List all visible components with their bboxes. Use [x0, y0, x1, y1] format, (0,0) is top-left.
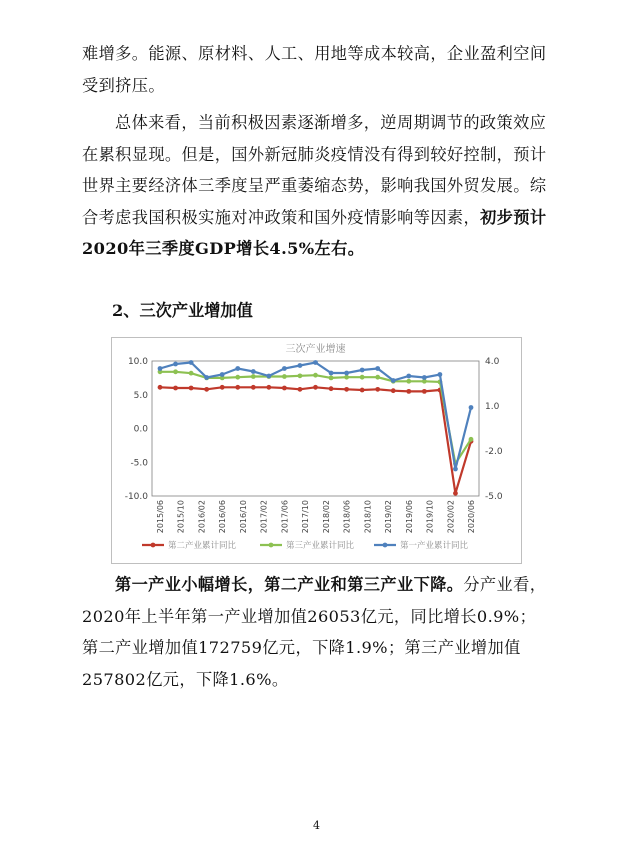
- data-point: [329, 371, 334, 376]
- data-point: [344, 387, 349, 392]
- data-point: [313, 373, 318, 378]
- x-tick-label: 2019/10: [425, 500, 435, 534]
- paragraph-cost-pressure: [82, 38, 552, 101]
- legend-label: 第二产业累计同比: [168, 541, 237, 551]
- data-point: [344, 375, 349, 380]
- data-point: [189, 360, 194, 365]
- data-point: [360, 375, 365, 380]
- data-point: [235, 385, 240, 390]
- x-tick-label: 2020/06: [467, 500, 476, 534]
- legend-label: 第三产业累计同比: [286, 541, 355, 551]
- right-tick-label: 1.0: [485, 402, 500, 412]
- data-point: [204, 387, 209, 392]
- data-point: [158, 385, 163, 390]
- x-tick-label: 2019/06: [404, 500, 414, 534]
- data-point: [158, 366, 163, 371]
- data-point: [251, 385, 256, 390]
- gdp-forecast-bold: 初步预计2020年三季度GDP增长4.5%左右。: [82, 207, 547, 258]
- right-tick-label: -5.0: [485, 492, 503, 502]
- data-point: [438, 372, 443, 377]
- data-point: [282, 386, 287, 391]
- data-point: [266, 374, 271, 379]
- paragraph-text: 难增多。能源、原材料、人工、用地等成本较高，企业盈利空间受到挤压。: [82, 44, 547, 95]
- data-point: [406, 389, 411, 394]
- data-point: [360, 368, 365, 373]
- left-tick-label: 0.0: [133, 424, 148, 435]
- data-point: [329, 386, 334, 391]
- left-tick-label: 10.0: [127, 357, 148, 367]
- right-tick-label: 4.0: [485, 357, 500, 367]
- industries-summary-bold: 第一产业小幅增长，第二产业和第三产业下降。: [115, 575, 464, 594]
- x-tick-label: 2016/06: [218, 500, 228, 534]
- left-tick-label: -10.0: [124, 492, 148, 502]
- data-point: [266, 385, 271, 390]
- data-point: [406, 374, 411, 379]
- industry-growth-chart: [112, 338, 521, 563]
- page-number: 4: [313, 819, 320, 832]
- x-tick-label: 2017/02: [259, 500, 269, 534]
- data-point: [298, 373, 303, 378]
- data-point: [422, 389, 427, 394]
- x-tick-label: 2019/02: [384, 500, 394, 534]
- data-point: [453, 491, 458, 496]
- legend-marker: [151, 543, 156, 548]
- paragraph-outlook: [82, 107, 552, 265]
- data-point: [406, 379, 411, 384]
- data-point: [189, 371, 194, 376]
- data-point: [298, 363, 303, 368]
- data-point: [220, 372, 225, 377]
- x-tick-label: 2017/06: [280, 500, 290, 534]
- x-tick-label: 2018/02: [321, 500, 331, 534]
- data-point: [344, 371, 349, 376]
- data-point: [313, 385, 318, 390]
- data-point: [204, 375, 209, 380]
- data-point: [173, 386, 178, 391]
- data-point: [329, 375, 334, 380]
- data-point: [391, 378, 396, 383]
- data-point: [189, 386, 194, 391]
- chart-frame: [111, 337, 522, 564]
- data-point: [251, 369, 256, 374]
- series-line: [160, 387, 471, 493]
- paragraph-text: 分产业看，2020年上半年第一产业增加值26053亿元，同比增长0.9%；第二产业增加值172759亿元，下降1.9%；第三产业增加值257802亿元，下降1.6%。: [82, 575, 547, 689]
- data-point: [360, 388, 365, 393]
- x-tick-label: 2017/10: [301, 500, 311, 534]
- data-point: [173, 369, 178, 374]
- x-tick-label: 2016/10: [238, 500, 248, 534]
- data-point: [282, 366, 287, 371]
- x-tick-label: 2015/10: [176, 500, 186, 534]
- data-point: [251, 374, 256, 379]
- x-tick-label: 2018/06: [342, 500, 352, 534]
- data-point: [422, 375, 427, 380]
- data-point: [375, 387, 380, 392]
- right-tick-label: -2.0: [485, 447, 503, 457]
- data-point: [469, 437, 474, 442]
- data-point: [235, 366, 240, 371]
- x-tick-label: 2018/10: [363, 500, 373, 534]
- data-point: [282, 374, 287, 379]
- paragraph-industries: [82, 569, 552, 695]
- paragraph-text: 总体来看，当前积极因素逐渐增多，逆周期调节的政策效应在累积显现。但是，国外新冠肺炎疫情没有得到较好控制，预计世界主要经济体三季度呈严重萎缩态势，影响我国外贸发展。综合考虑我国积极实施对冲政策和国外疫情影响等因素，: [82, 113, 547, 227]
- data-point: [453, 467, 458, 472]
- legend-label: 第一产业累计同比: [400, 541, 469, 551]
- data-point: [375, 375, 380, 380]
- data-point: [298, 387, 303, 392]
- legend-marker: [269, 543, 274, 548]
- data-point: [235, 375, 240, 380]
- data-point: [391, 388, 396, 393]
- data-point: [313, 360, 318, 365]
- chart-title: 三次产业增速: [285, 344, 346, 355]
- x-tick-label: 2020/02: [446, 500, 456, 534]
- left-tick-label: 5.0: [133, 390, 148, 401]
- section-heading: 2、三次产业增加值: [112, 301, 253, 320]
- left-tick-label: -5.0: [130, 458, 148, 469]
- x-tick-label: 2016/02: [197, 500, 207, 534]
- data-point: [375, 366, 380, 371]
- data-point: [220, 385, 225, 390]
- legend-marker: [383, 543, 388, 548]
- x-tick-label: 2015/06: [156, 500, 165, 534]
- data-point: [469, 405, 474, 410]
- data-point: [173, 362, 178, 367]
